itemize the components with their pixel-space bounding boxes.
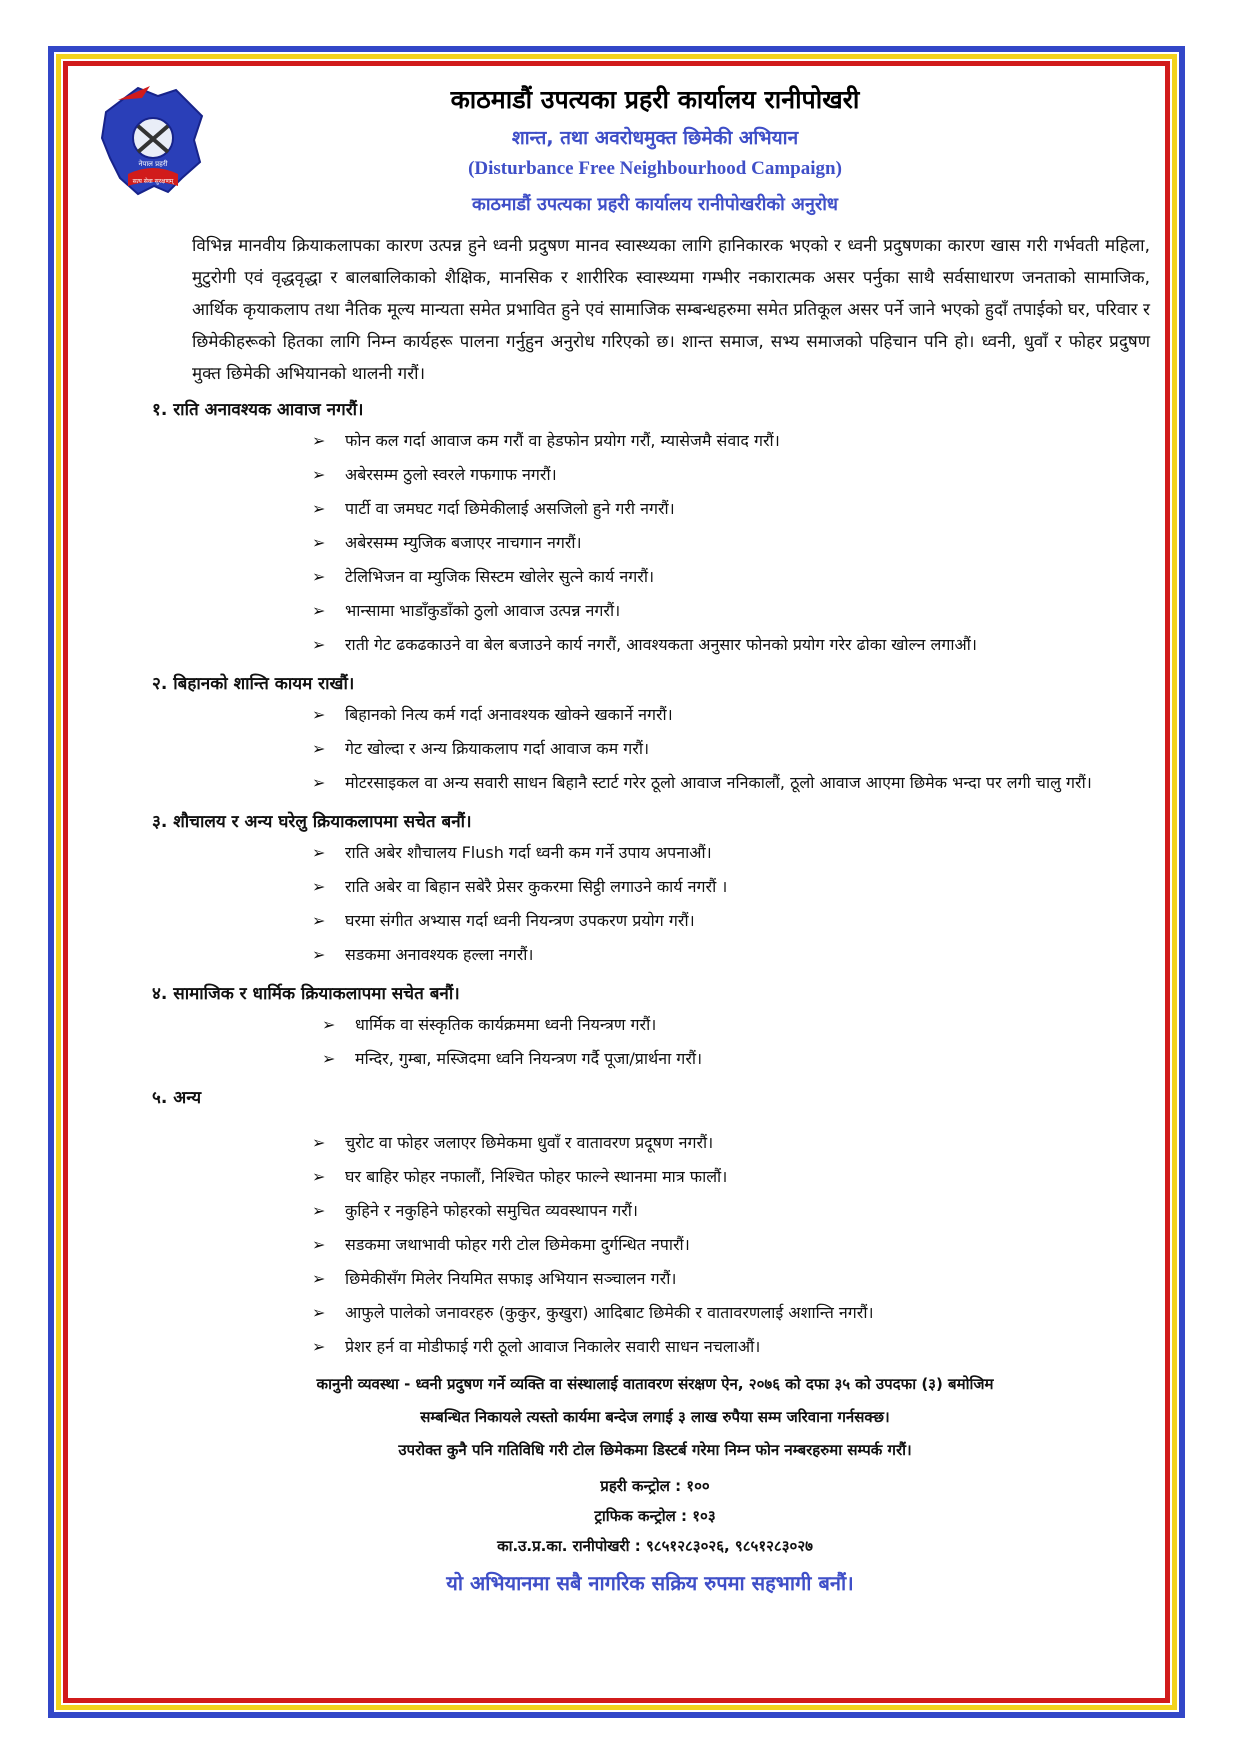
list-item: ➢ राती गेट ढकढकाउने वा बेल बजाउने कार्य नगरौं, आवश्यकता अनुसार फोनको प्रयोग गरेर ढोका खोल्न लगाऔं। [80,630,1160,664]
list-item: ➢ प्रेशर हर्न वा मोडीफाई गरी ठूलो आवाज निकालेर सवारी साधन नचलाऔं। [80,1332,1160,1366]
arrow-bullet-icon: ➢ [312,945,326,964]
arrow-bullet-icon: ➢ [312,465,326,484]
legal-notice [80,1368,1160,1467]
section-heading: २. बिहानको शान्ति कायम राखौं। [152,674,355,694]
legal-line: उपरोक्त कुनै पनि गतिविधि गरी टोल छिमेकमा डिस्टर्ब गरेमा निम्न फोन नम्बरहरुमा सम्पर्क गरौं। [398,1441,912,1459]
list-item: ➢ कुहिने र नकुहिने फोहरको समुचित व्यवस्थापन गरौं। [80,1196,1160,1230]
nepal-police-logo [98,82,208,212]
arrow-bullet-icon: ➢ [312,533,326,552]
list-item: ➢ राति अबेर वा बिहान सबेरै प्रेसर कुकरमा सिट्ठी लगाउने कार्य नगरौं । [80,872,1160,906]
list-item: ➢ राति अबेर शौचालय Flush गर्दा ध्वनी कम गर्ने उपाय अपनाऔं। [80,838,1160,872]
document-content [80,74,1160,1596]
traffic-control-number: ट्राफिक कन्ट्रोल : १०३ [594,1507,716,1525]
list-item: ➢ भान्सामा भाडाँकुडाँको ठुलो आवाज उत्पन्न नगरौं। [80,596,1160,630]
list-item: ➢ आफुले पालेको जनावरहरु (कुकुर, कुखुरा) आदिबाट छिमेकी र वातावरणलाई अशान्ति नगरौं। [80,1298,1160,1332]
arrow-bullet-icon: ➢ [322,1049,336,1068]
section-2 [80,668,1160,802]
arrow-bullet-icon: ➢ [312,1235,326,1254]
list-item: ➢ बिहानको नित्य कर्म गर्दा अनावश्यक खोक्ने खकार्ने नगरौं। [80,700,1160,734]
office-phone-numbers: का.उ.प्र.का. रानीपोखरी : ९८५१२८३०२६, ९८५१२८३०२७ [497,1537,813,1555]
arrow-bullet-icon: ➢ [312,877,326,896]
arrow-bullet-icon: ➢ [312,601,326,620]
arrow-bullet-icon: ➢ [312,911,326,930]
list-item: ➢ फोन कल गर्दा आवाज कम गरौं वा हेडफोन प्रयोग गरौं, म्यासेजमै संवाद गरौं। [80,426,1160,460]
campaign-slogan: यो अभियानमा सबै नागरिक सक्रिय रुपमा सहभागी बनौं। [446,1571,854,1595]
page-title: काठमाडौं उपत्यका प्रहरी कार्यालय रानीपोखरी [450,85,860,114]
arrow-bullet-icon: ➢ [312,635,326,654]
section-3 [80,806,1160,974]
arrow-bullet-icon: ➢ [312,1167,326,1186]
section-4 [80,978,1160,1078]
list-item: ➢ धार्मिक वा संस्कृतिक कार्यक्रममा ध्वनी नियन्त्रण गरौं। [80,1010,1160,1044]
header [80,74,1160,224]
list-item: ➢ अबेरसम्म ठुलो स्वरले गफगाफ नगरौं। [80,460,1160,494]
list-item: ➢ अबेरसम्म म्युजिक बजाएर नाचगान नगरौं। [80,528,1160,562]
arrow-bullet-icon: ➢ [312,843,326,862]
police-control-number: प्रहरी कन्ट्रोल : १०० [600,1477,710,1495]
intro-paragraph: विभिन्न मानवीय क्रियाकलापका कारण उत्पन्न हुने ध्वनी प्रदुषण मानव स्वास्थ्यका लागि हानिकारक भएको र ध्वनी प्रदुषणका कारण खास गरी गर्भवती महिला, मुटुरोगी एवं वृद्धवृद्धा र बालबालिकाको शैक्षिक, मानसिक र शारीरिक स्वास्थ्यमा गम्भीर नकारात्मक असर पर्नुका साथै सर्वसाधारण जनताको सामाजिक, आर्थिक कृयाकलाप तथा नैतिक मूल्य मान्यता समेत प्रभावित हुने एवं सामाजिक सम्बन्धहरुमा समेत प्रतिकूल असर पर्ने जाने भएको हुदाँ तपाईको घर, परिवार र छिमेकीहरूको हितका लागि निम्न कार्यहरू पालना गर्नुहुन अनुरोध गरिएको छ। शान्त समाज, सभ्य समाजको पहिचान पनि हो। ध्वनी, धुवाँ र फोहर प्रदुषण मुक्त छिमेकी अभियानको थालनी गरौं। [192,236,1150,384]
legal-line: सम्बन्धित निकायले त्यस्तो कार्यमा बन्देज लगाई ३ लाख रुपैया सम्म जरिवाना गर्नसक्छ। [420,1408,890,1426]
section-1 [80,394,1160,664]
list-item: ➢ पार्टी वा जमघट गर्दा छिमेकीलाई असजिलो हुने गरी नगरौं। [80,494,1160,528]
list-item: ➢ मन्दिर, गुम्बा, मस्जिदमा ध्वनि नियन्त्रण गर्दै पूजा/प्रार्थना गरौं। [80,1044,1160,1078]
arrow-bullet-icon: ➢ [312,499,326,518]
list-item: ➢ सडकमा अनावश्यक हल्ला नगरौं। [80,940,1160,974]
arrow-bullet-icon: ➢ [312,1269,326,1288]
section-heading: ५. अन्य [152,1088,202,1108]
list-item: ➢ घरमा संगीत अभ्यास गर्दा ध्वनी नियन्त्रण उपकरण प्रयोग गरौं। [80,906,1160,940]
arrow-bullet-icon: ➢ [312,705,326,724]
arrow-bullet-icon: ➢ [312,431,326,450]
section-heading: ३. शौचालय र अन्य घरेलु क्रियाकलापमा सचेत बनौं। [152,812,472,832]
section-5 [80,1082,1160,1366]
list-item: ➢ चुरोट वा फोहर जलाएर छिमेकमा धुवाँ र वातावरण प्रदूषण नगरौं। [80,1128,1160,1162]
logo-text-top: नेपाल प्रहरी [138,160,168,168]
legal-line: कानुनी व्यवस्था - ध्वनी प्रदुषण गर्ने व्यक्ति वा संस्थालाई वातावरण संरक्षण ऐन, २०७६ को दफा ३५ को उपदफा (३) बमोजिम [316,1375,994,1393]
arrow-bullet-icon: ➢ [312,739,326,758]
list-item: ➢ सडकमा जथाभावी फोहर गरी टोल छिमेकमा दुर्गन्धित नपारौं। [80,1230,1160,1264]
list-item: ➢ छिमेकीसँग मिलेर नियमित सफाइ अभियान सञ्चालन गरौं। [80,1264,1160,1298]
request-line: काठमाडौं उपत्यका प्रहरी कार्यालय रानीपोखरीको अनुरोध [472,194,838,215]
arrow-bullet-icon: ➢ [312,773,326,792]
campaign-title: शान्त, तथा अवरोधमुक्त छिमेकी अभियान [511,127,799,149]
list-item: ➢ घर बाहिर फोहर नफालौं, निश्चित फोहर फाल्ने स्थानमा मात्र फालौं। [80,1162,1160,1196]
contact-list [80,1471,1160,1561]
arrow-bullet-icon: ➢ [322,1015,336,1034]
list-item: ➢ मोटरसाइकल वा अन्य सवारी साधन बिहानै स्टार्ट गरेर ठूलो आवाज ननिकालौं, ठूलो आवाज आएमा छिमेक भन्दा पर लगी चालु गरौं। [80,768,1160,802]
section-heading: ४. सामाजिक र धार्मिक क्रियाकलापमा सचेत बनौं। [152,984,460,1004]
campaign-title-english: (Disturbance Free Neighbourhood Campaign) [468,158,842,179]
section-heading: १. राति अनावश्यक आवाज नगरौं। [152,400,364,420]
arrow-bullet-icon: ➢ [312,1303,326,1322]
logo-text-bottom: सत्य सेवा सुरक्षणम् [132,178,174,185]
list-item: ➢ गेट खोल्दा र अन्य क्रियाकलाप गर्दा आवाज कम गरौं। [80,734,1160,768]
list-item: ➢ टेलिभिजन वा म्युजिक सिस्टम खोलेर सुत्ने कार्य नगरौं। [80,562,1160,596]
arrow-bullet-icon: ➢ [312,567,326,586]
arrow-bullet-icon: ➢ [312,1201,326,1220]
arrow-bullet-icon: ➢ [312,1337,326,1356]
arrow-bullet-icon: ➢ [312,1133,326,1152]
